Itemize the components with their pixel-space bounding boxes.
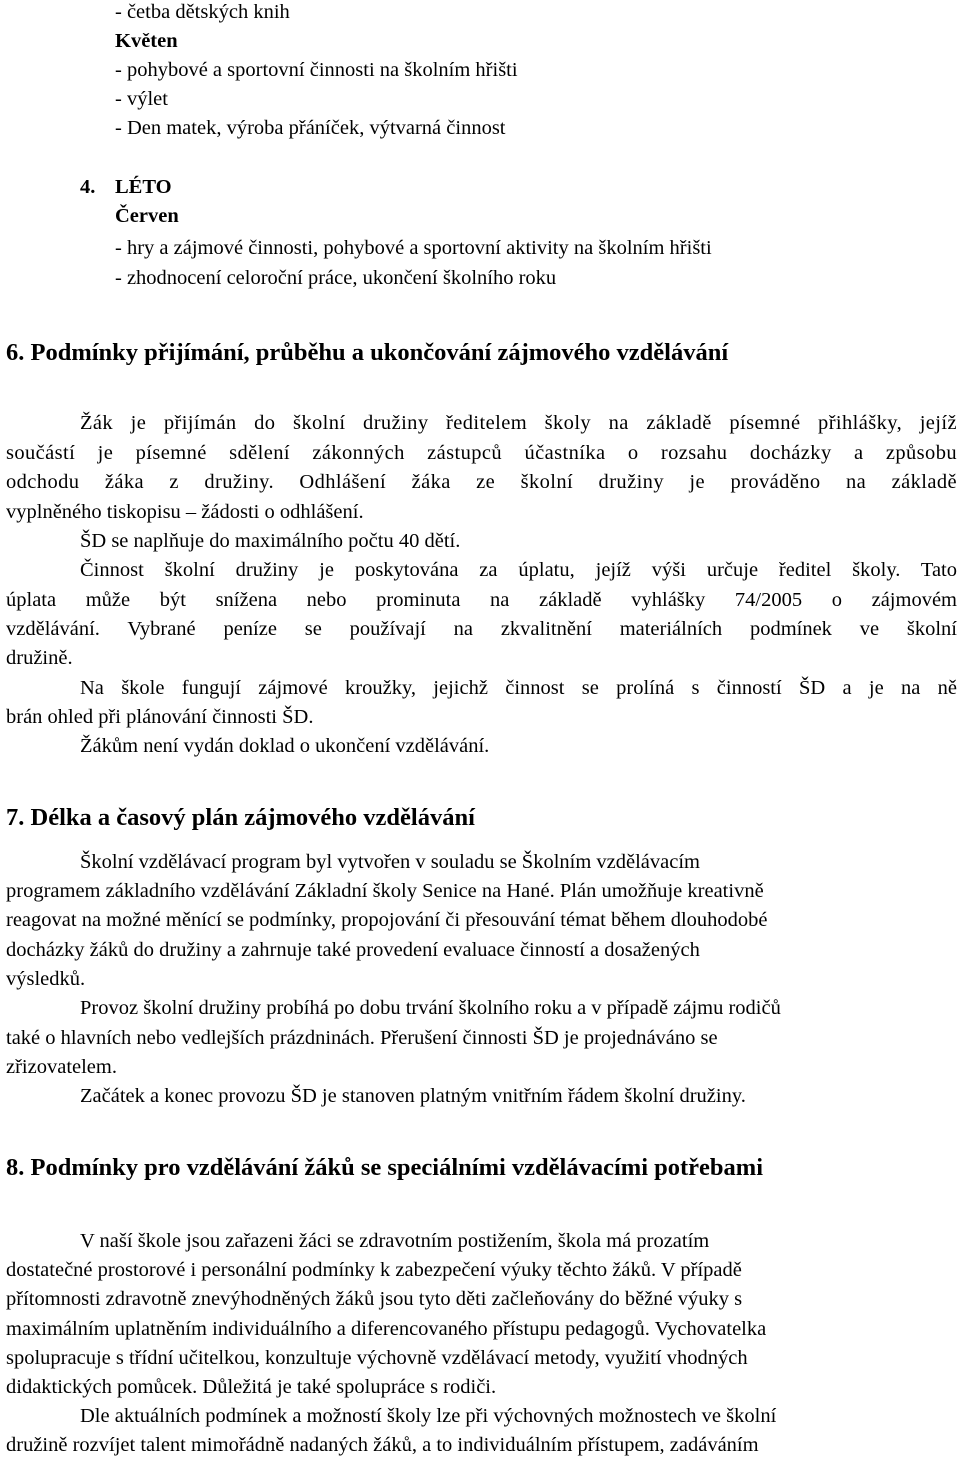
paragraph-line: reagovat na možné měnící se podmínky, propojování či přesouvání témat během dlouhodobé bbox=[6, 909, 768, 931]
paragraph-line: ŠD se naplňuje do maximálního počtu 40 dětí. bbox=[80, 530, 461, 552]
paragraph-line: didaktických pomůcek. Důležitá je také spolupráce s rodiči. bbox=[6, 1376, 497, 1398]
paragraph-line: Činnost školní družiny je poskytována za úplatu, jejíž výši určuje ředitel školy. Tato bbox=[80, 559, 957, 581]
paragraph-line: součástí je písemné sdělení zákonných zástupců účastníka o rozsahu docházky a způsobu bbox=[6, 442, 957, 464]
paragraph-line: Žákům není vydán doklad o ukončení vzdělávání. bbox=[80, 735, 490, 757]
list-item: - Den matek, výroba přáníček, výtvarná činnost bbox=[115, 117, 506, 139]
paragraph-line: zřizovatelem. bbox=[6, 1056, 117, 1078]
section-heading-7: 7. Délka a časový plán zájmového vzdělávání bbox=[6, 804, 475, 831]
paragraph-line: Dle aktuálních podmínek a možností školy lze při výchovných možnostech ve školní bbox=[80, 1405, 777, 1427]
list-item: - pohybové a sportovní činnosti na školním hřišti bbox=[115, 59, 518, 81]
list-item: - četba dětských knih bbox=[115, 1, 290, 23]
paragraph-line: úplata může být snížena nebo prominuta na základě vyhlášky 74/2005 o zájmovém bbox=[6, 589, 957, 611]
season-number: 4. bbox=[80, 176, 96, 198]
section-heading-6: 6. Podmínky přijímání, průběhu a ukončování zájmového vzdělávání bbox=[6, 339, 729, 366]
paragraph-line: Na škole fungují zájmové kroužky, jejichž činnost se prolíná s činností ŠD a je na ně bbox=[80, 677, 957, 699]
paragraph-line: vyplněného tiskopisu – žádosti o odhlášení. bbox=[6, 501, 364, 523]
paragraph-line: také o hlavních nebo vedlejších prázdninách. Přerušení činnosti ŠD je projednáváno se bbox=[6, 1027, 718, 1049]
section-heading-8: 8. Podmínky pro vzdělávání žáků se speciálními vzdělávacími potřebami bbox=[6, 1154, 764, 1181]
paragraph-line: Žák je přijímán do školní družiny ředitelem školy na základě písemné přihlášky, jejíž bbox=[80, 412, 957, 434]
paragraph-line: brán ohled při plánování činnosti ŠD. bbox=[6, 706, 314, 728]
paragraph-line: přítomnosti zdravotně znevýhodněných žáků jsou tyto děti začleňovány do běžné výuky s bbox=[6, 1288, 743, 1310]
list-item: - hry a zájmové činnosti, pohybové a sportovní aktivity na školním hřišti bbox=[115, 237, 712, 259]
paragraph-line: výsledků. bbox=[6, 968, 86, 990]
paragraph-line: družině rozvíjet talent mimořádně nadaných žáků, a to individuálním přístupem, zadáváním bbox=[6, 1434, 759, 1456]
paragraph-line: dostatečné prostorové i personální podmínky k zabezpečení výuky těchto žáků. V případě bbox=[6, 1259, 742, 1281]
list-item: - výlet bbox=[115, 88, 168, 110]
paragraph-line: V naší škole jsou zařazeni žáci se zdravotním postižením, škola má prozatím bbox=[80, 1230, 710, 1252]
list-item: - zhodnocení celoroční práce, ukončení školního roku bbox=[115, 267, 557, 289]
month-heading-cerven: Červen bbox=[115, 205, 179, 227]
paragraph-line: Provoz školní družiny probíhá po dobu trvání školního roku a v případě zájmu rodičů bbox=[80, 997, 781, 1019]
season-heading-leto: LÉTO bbox=[115, 176, 172, 198]
paragraph-line: Školní vzdělávací program byl vytvořen v souladu se Školním vzdělávacím bbox=[80, 851, 700, 873]
paragraph-line: maximálním uplatněním individuálního a diferencovaného přístupu pedagogů. Vychovatelka bbox=[6, 1318, 767, 1340]
month-heading-kveten: Květen bbox=[115, 30, 178, 52]
paragraph-line: odchodu žáka z družiny. Odhlášení žáka ze školní družiny je prováděno na základě bbox=[6, 471, 957, 493]
paragraph-line: vzdělávání. Vybrané peníze se používají na zkvalitnění materiálních podmínek ve školní bbox=[6, 618, 957, 640]
paragraph-line: spolupracuje s třídní učitelkou, konzultuje výchovně vzdělávací metody, využití vhodných bbox=[6, 1347, 748, 1369]
paragraph-line: programem základního vzdělávání Základní školy Senice na Hané. Plán umožňuje kreativně bbox=[6, 880, 764, 902]
paragraph-line: docházky žáků do družiny a zahrnuje také provedení evaluace činností a dosažených bbox=[6, 939, 700, 961]
paragraph-line: Začátek a konec provozu ŠD je stanoven platným vnitřním řádem školní družiny. bbox=[80, 1085, 746, 1107]
paragraph-line: družině. bbox=[6, 647, 73, 669]
